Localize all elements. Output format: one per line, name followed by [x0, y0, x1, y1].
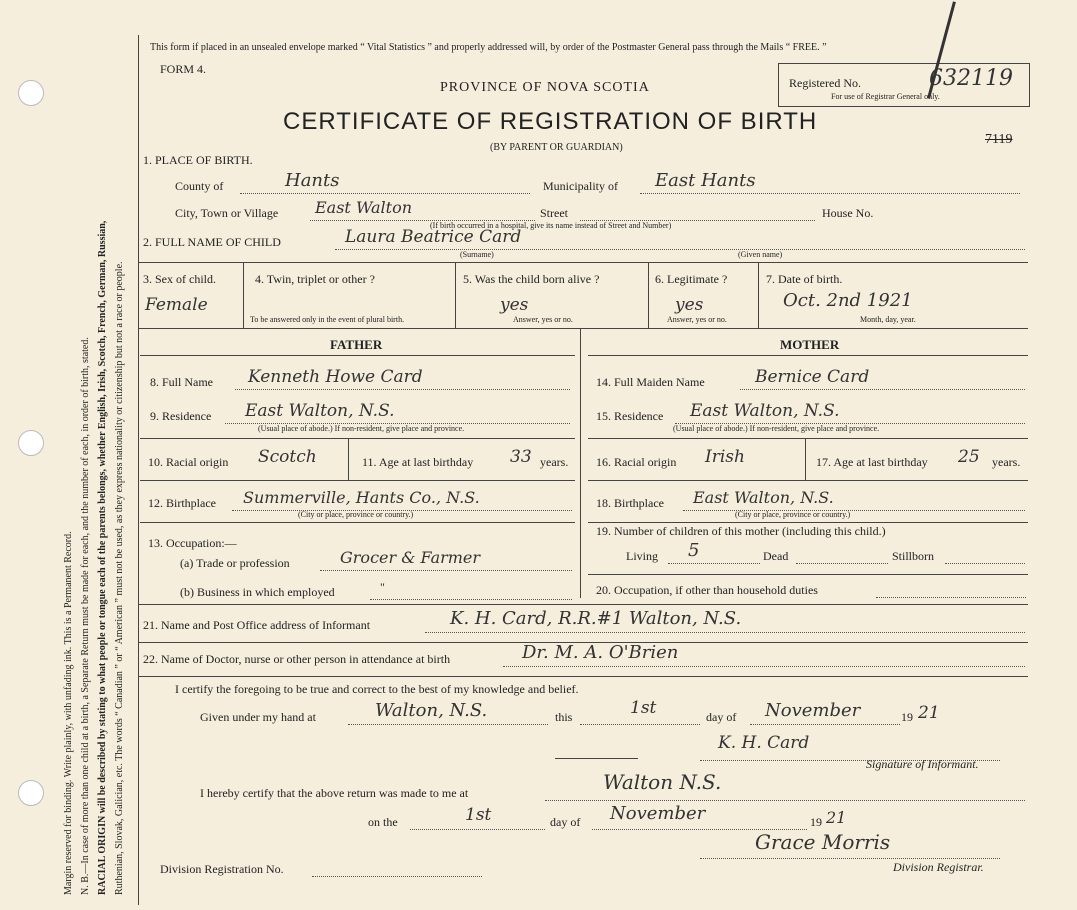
margin-rule: [138, 35, 139, 905]
informant-signature: K. H. Card: [718, 733, 810, 753]
living-value: 5: [688, 540, 700, 561]
province-heading: PROVINCE OF NOVA SCOTIA: [440, 80, 650, 95]
mother-heading: MOTHER: [780, 337, 840, 352]
margin-notes: [60, 35, 128, 895]
child-name-label: 2. FULL NAME OF CHILD: [143, 235, 281, 249]
father-age-value: 33: [510, 447, 532, 467]
father-business-label: (b) Business in which employed: [180, 585, 335, 599]
legitimate-label: 6. Legitimate ?: [655, 272, 728, 286]
father-heading: FATHER: [330, 337, 383, 352]
registered-note: For use of Registrar General only.: [831, 92, 940, 101]
registrar-place-value: Walton N.S.: [603, 770, 722, 794]
alive-note: Answer, yes or no.: [513, 315, 573, 324]
doctor-value: Dr. M. A. O'Brien: [522, 642, 679, 663]
house-label: House No.: [822, 206, 874, 220]
child-name-value: Laura Beatrice Card: [345, 227, 522, 247]
father-birthplace-note: (City or place, province or country.): [298, 510, 414, 519]
municipality-label: Municipality of: [543, 179, 618, 193]
registrar-month-value: November: [610, 803, 706, 824]
mail-notice: This form if placed in an unsealed envelope marked “ Vital Statistics ” and properly addressed will, by order of the Postmaster General pass through the Mails “ FREE. ”: [150, 42, 827, 53]
given-day-value: 1st: [630, 698, 657, 718]
form-number: FORM 4.: [160, 62, 207, 76]
page-title: CERTIFICATE OF REGISTRATION OF BIRTH: [283, 108, 818, 135]
given-year-value: 21: [918, 703, 940, 723]
informant-label: 21. Name and Post Office address of Informant: [143, 618, 371, 632]
sex-value: Female: [145, 295, 208, 315]
margin-note-3: RACIAL ORIGIN will be described by stating to what people or tongue each of the parents belongs, whether English, Irish, Scotch, French, German, Russian,: [97, 220, 108, 895]
mother-age-label: 17. Age at last birthday: [816, 455, 928, 469]
county-label: County of: [175, 179, 224, 193]
given-month-value: November: [765, 700, 861, 721]
father-birthplace-label: 12. Birthplace: [148, 496, 216, 510]
mother-years-label: years.: [992, 455, 1021, 469]
registrar-signature: Grace Morris: [755, 830, 891, 854]
sex-label: 3. Sex of child.: [143, 272, 216, 286]
given-at-label: Given under my hand at: [200, 710, 316, 724]
informant-signature-label: Signature of Informant.: [866, 757, 979, 771]
mother-age-value: 25: [958, 447, 980, 467]
father-residence-note: (Usual place of abode.) If non-resident, give place and province.: [258, 424, 465, 433]
municipality-value: East Hants: [655, 170, 756, 191]
informant-value: K. H. Card, R.R.#1 Walton, N.S.: [450, 608, 742, 629]
dob-value: Oct. 2nd 1921: [783, 290, 913, 311]
on-the-label: on the: [368, 815, 398, 829]
binding-hole: [18, 80, 44, 106]
father-birthplace-value: Summerville, Hants Co., N.S.: [243, 488, 480, 507]
street-note: (If birth occurred in a hospital, give its name instead of Street and Number): [430, 221, 672, 230]
division-registration-label: Division Registration No.: [160, 862, 284, 876]
this-label: this: [555, 710, 573, 724]
day-of-label: day of: [706, 710, 737, 724]
dead-label: Dead: [763, 549, 789, 563]
alive-label: 5. Was the child born alive ?: [463, 272, 600, 286]
registrar-year-value: 21: [826, 808, 847, 827]
mother-birthplace-value: East Walton, N.S.: [693, 488, 834, 507]
father-residence-value: East Walton, N.S.: [245, 401, 395, 421]
stillborn-label: Stillborn: [892, 549, 935, 563]
dob-note: Month, day, year.: [860, 315, 916, 324]
mother-birthplace-label: 18. Birthplace: [596, 496, 664, 510]
given-name-note: (Given name): [738, 250, 783, 259]
mother-residence-value: East Walton, N.S.: [690, 401, 840, 421]
legitimate-note: Answer, yes or no.: [667, 315, 727, 324]
registrar-statement: I hereby certify that the above return was made to me at: [200, 786, 469, 800]
place-heading: 1. PLACE OF BIRTH.: [143, 153, 253, 167]
street-label: Street: [540, 206, 568, 220]
registered-box: [778, 63, 1030, 107]
county-value: Hants: [285, 170, 340, 191]
father-name-label: 8. Full Name: [150, 375, 213, 389]
father-business-value: ": [380, 580, 385, 594]
page-subtitle: (BY PARENT OR GUARDIAN): [490, 142, 623, 153]
given-place-value: Walton, N.S.: [375, 700, 488, 721]
father-race-value: Scotch: [258, 447, 317, 467]
twin-note: To be answered only in the event of plural birth.: [250, 315, 405, 324]
father-trade-label: (a) Trade or profession: [180, 556, 290, 570]
father-years-label: years.: [540, 455, 569, 469]
legitimate-value: yes: [675, 295, 704, 315]
registrar-signature-label: Division Registrar.: [893, 860, 984, 874]
registrar-year-prefix: 19: [810, 815, 822, 829]
father-occupation-label: 13. Occupation:—: [148, 536, 237, 550]
mother-name-label: 14. Full Maiden Name: [596, 375, 705, 389]
mother-residence-label: 15. Residence: [596, 409, 664, 423]
twin-label: 4. Twin, triplet or other ?: [255, 272, 375, 286]
father-name-value: Kenneth Howe Card: [248, 367, 423, 387]
registered-number: 632119: [929, 66, 1013, 91]
mother-occupation-label: 20. Occupation, if other than household duties: [596, 583, 818, 597]
doctor-label: 22. Name of Doctor, nurse or other person in attendance at birth: [143, 652, 451, 666]
father-trade-value: Grocer & Farmer: [340, 548, 481, 567]
mother-race-label: 16. Racial origin: [596, 455, 677, 469]
registrar-day-of-label: day of: [550, 815, 581, 829]
crossed-number: 7119: [985, 132, 1013, 147]
mother-birthplace-note: (City or place, province or country.): [735, 510, 851, 519]
year-prefix: 19: [901, 710, 913, 724]
father-race-label: 10. Racial origin: [148, 455, 229, 469]
binding-hole: [18, 430, 44, 456]
father-age-label: 11. Age at last birthday: [362, 455, 474, 469]
father-residence-label: 9. Residence: [150, 409, 212, 423]
city-value: East Walton: [315, 198, 413, 217]
margin-note-2: N. B.—In case of more than one child at a birth, a Separate Return must be made for each, and the number of each, in order of birth, stated.: [80, 337, 91, 895]
children-count-label: 19. Number of children of this mother (including this child.): [596, 524, 886, 538]
registered-label: Registered No.: [789, 76, 861, 90]
mother-name-value: Bernice Card: [755, 367, 870, 387]
margin-note-1: Margin reserved for binding. Write plainly, with unfading ink. This is a Permanent Record.: [63, 531, 74, 895]
binding-hole: [18, 780, 44, 806]
surname-note: (Surname): [460, 250, 494, 259]
margin-note-4: Ruthenian, Slovak, Galician, etc. The words “ Canadian ” or “ American ” must not be used, as they express nationality or citizenship but not a race or people.: [114, 261, 125, 895]
registrar-day-value: 1st: [465, 805, 492, 825]
mother-race-value: Irish: [705, 447, 745, 467]
city-label: City, Town or Village: [175, 206, 279, 220]
certify-statement: I certify the foregoing to be true and correct to the best of my knowledge and belief.: [175, 682, 579, 696]
alive-value: yes: [500, 295, 529, 315]
living-label: Living: [626, 549, 658, 563]
dob-label: 7. Date of birth.: [766, 272, 843, 286]
mother-residence-note: (Usual place of abode.) If non-resident, give place and province.: [673, 424, 880, 433]
